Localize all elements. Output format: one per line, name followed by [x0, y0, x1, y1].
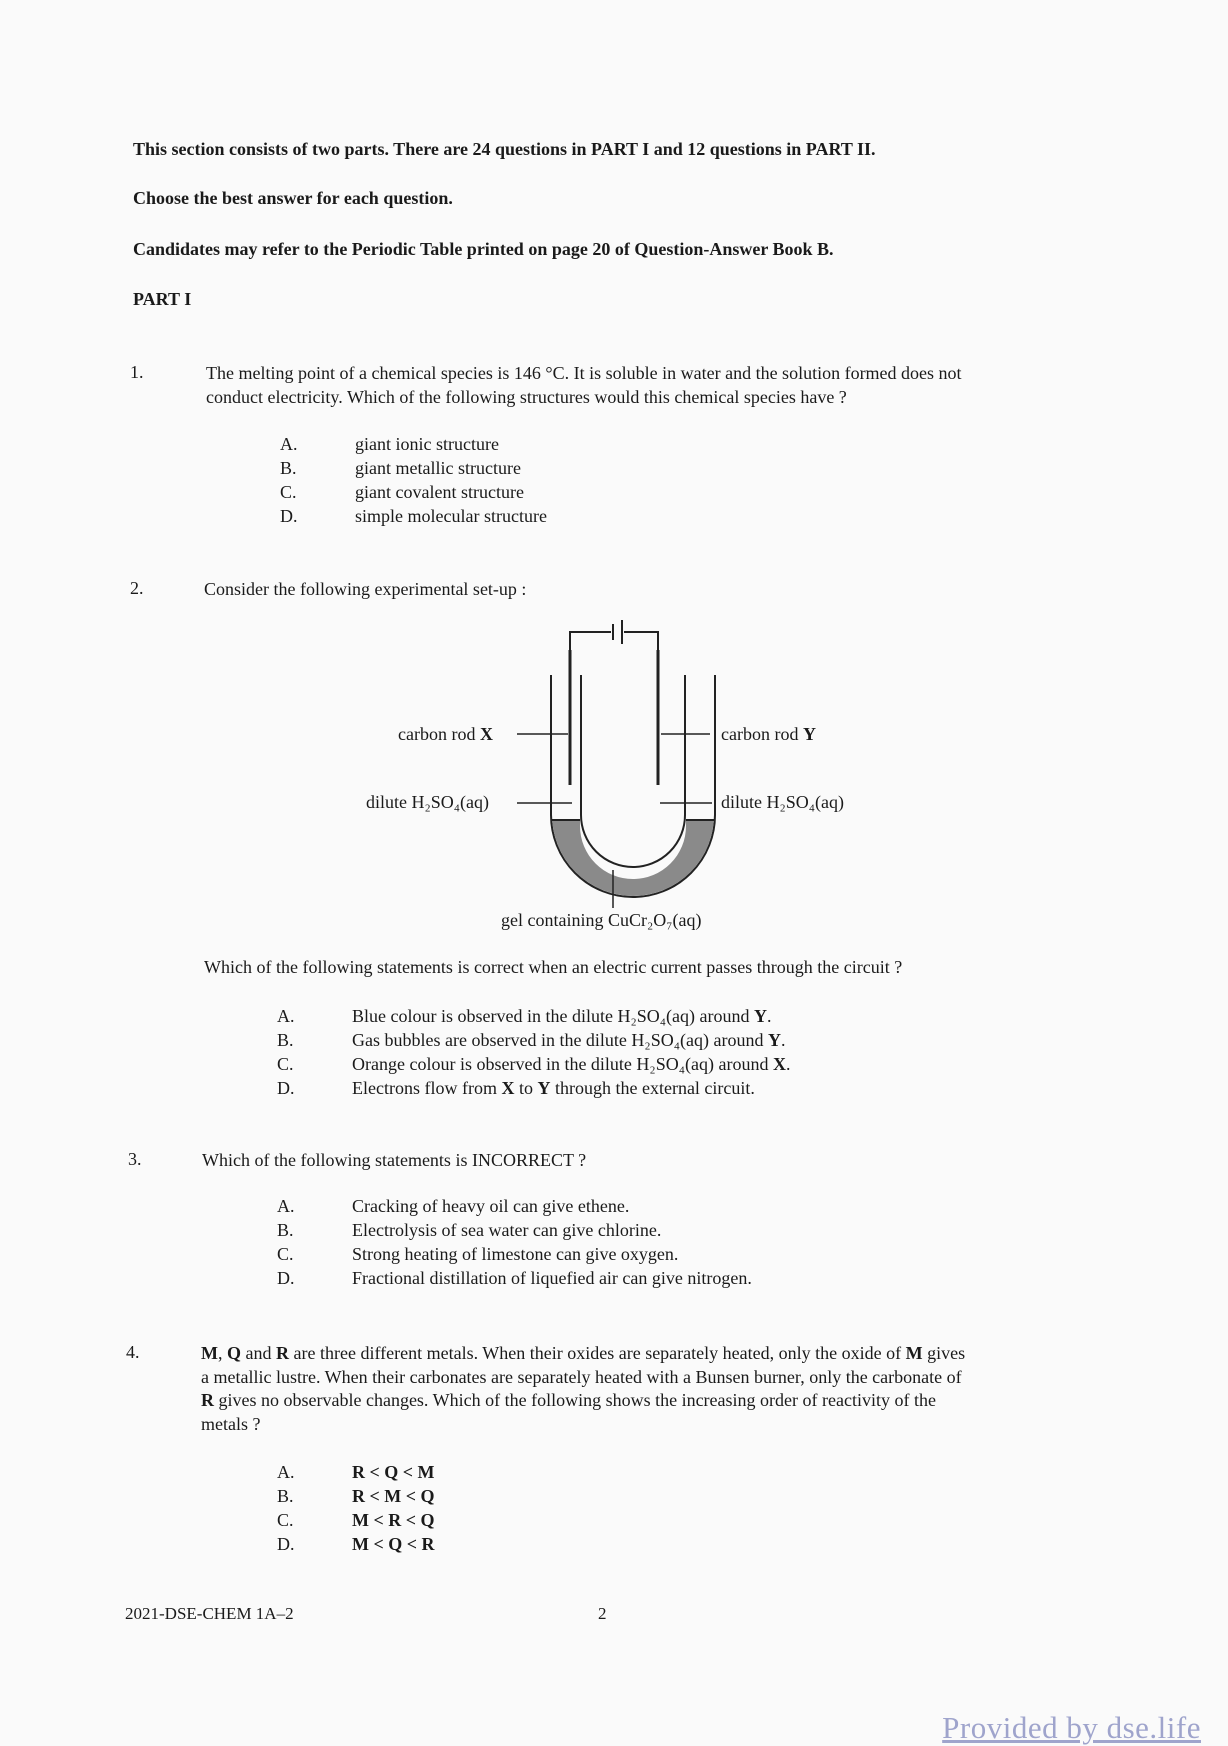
question-4-text: M, Q and R are three different metals. When their oxides are separately heated, only the oxide of M gives a metallic lustre. When their carbonates are separately heated with a Bunsen burner, only the carbonate of R gives no observable changes. Which of the following shows the increasing order of reactivity of the metals ? — [201, 1343, 966, 1434]
brand-watermark-link[interactable]: Provided by dse.life — [942, 1710, 1201, 1745]
instructions-line-2: Choose the best answer for each question. — [133, 188, 453, 208]
option-a[interactable]: A. Cracking of heavy oil can give ethene. — [277, 1196, 630, 1216]
question-1-number: 1. — [130, 362, 144, 382]
option-b[interactable]: B. Electrolysis of sea water can give chlorine. — [277, 1220, 662, 1240]
instructions-line-1: This section consists of two parts. There are 24 questions in PART I and 12 questions in PART II. — [133, 139, 876, 159]
option-b[interactable]: B. Gas bubbles are observed in the dilute H₂SO₄(aq) around Y. — [277, 1030, 786, 1050]
option-b[interactable]: B. giant metallic structure — [280, 458, 521, 478]
part-heading: PART I — [133, 289, 192, 309]
option-a[interactable]: A. R < Q < M — [277, 1462, 435, 1482]
question-2-text: Which of the following statements is correct when an electric current passes through the circuit ? — [204, 957, 903, 977]
option-d[interactable]: D. Electrons flow from X to Y through the external circuit. — [277, 1078, 755, 1098]
label-carbon-rod-y: carbon rod Y — [721, 724, 816, 744]
option-c[interactable]: C. Strong heating of limestone can give oxygen. — [277, 1244, 679, 1264]
question-4-options — [277, 1460, 435, 1556]
option-a[interactable]: A. Blue colour is observed in the dilute H₂SO₄(aq) around Y. — [277, 1006, 772, 1026]
label-carbon-rod-x: carbon rod X — [398, 724, 493, 744]
option-a[interactable]: A. giant ionic structure — [280, 434, 499, 454]
option-d[interactable]: D. Fractional distillation of liquefied air can give nitrogen. — [277, 1268, 752, 1288]
question-2-options — [277, 1004, 790, 1100]
circuit-wire-left — [570, 632, 611, 650]
option-c[interactable]: C. Orange colour is observed in the dilute H₂SO₄(aq) around X. — [277, 1054, 791, 1074]
label-acid-left: dilute H₂SO₄(aq) — [366, 792, 490, 812]
option-d[interactable]: D. M < Q < R — [277, 1534, 435, 1554]
paper-code: 2021-DSE-CHEM 1A–2 — [125, 1604, 294, 1623]
instructions-line-3: Candidates may refer to the Periodic Table printed on page 20 of Question-Answer Book B. — [133, 239, 834, 259]
u-tube-inner — [581, 675, 685, 867]
option-d[interactable]: D. simple molecular structure — [280, 506, 547, 526]
label-gel: gel containing CuCr₂O₇(aq) — [501, 910, 702, 930]
label-acid-right: dilute H₂SO₄(aq) — [721, 792, 845, 812]
question-2-intro: Consider the following experimental set-up : — [204, 579, 527, 599]
circuit-wire-right — [624, 632, 658, 650]
question-3-options — [277, 1194, 752, 1290]
option-b[interactable]: B. R < M < Q — [277, 1486, 435, 1506]
question-3-text: Which of the following statements is INCORRECT ? — [202, 1150, 587, 1170]
page-number: 2 — [598, 1604, 607, 1623]
question-1-text: The melting point of a chemical species is 146 °C. It is soluble in water and the solution formed does not conduct electricity. Which of the following structures would this chemical species have ? — [206, 363, 962, 407]
question-4-number: 4. — [126, 1342, 140, 1362]
option-c[interactable]: C. giant covalent structure — [280, 482, 524, 502]
question-3-number: 3. — [128, 1149, 142, 1169]
option-c[interactable]: C. M < R < Q — [277, 1510, 435, 1530]
gel-fill — [552, 815, 714, 896]
question-2-number: 2. — [130, 578, 144, 598]
